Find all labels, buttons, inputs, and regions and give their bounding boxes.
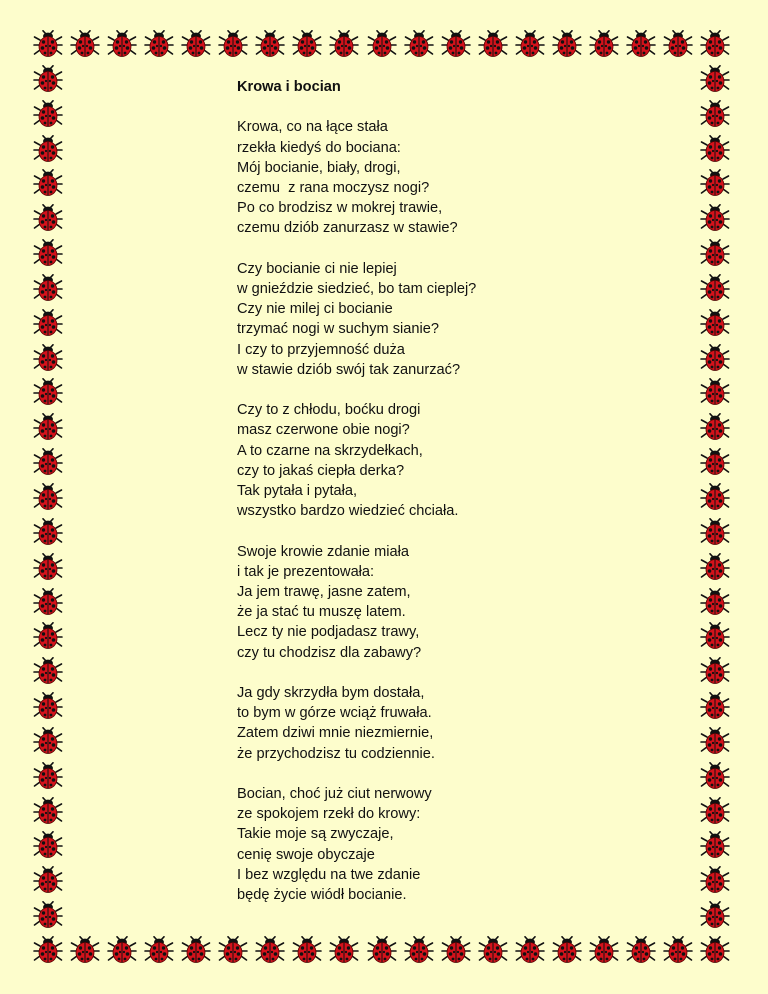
ladybug-icon (33, 588, 63, 616)
ladybug-icon (218, 936, 248, 964)
poem-line: Czy to z chłodu, boćku drogi (237, 402, 421, 419)
poem (237, 77, 657, 925)
poem-line: Tak pytała i pytała, (237, 483, 358, 500)
ladybug-icon (700, 588, 730, 616)
ladybug-icon (292, 30, 322, 58)
ladybug-icon (700, 309, 730, 337)
poem-line: Ja jem trawę, jasne zatem, (237, 584, 411, 601)
ladybug-icon (700, 762, 730, 790)
ladybug-icon (33, 448, 63, 476)
ladybug-icon (33, 169, 63, 197)
ladybug-icon (700, 344, 730, 372)
poem-line: Krowa, co na łące stała (237, 119, 388, 136)
ladybug-icon (33, 135, 63, 163)
ladybug-icon (478, 30, 508, 58)
stanza-5 (237, 683, 657, 764)
ladybug-icon (700, 378, 730, 406)
poem-line: masz czerwone obie nogi? (237, 422, 410, 439)
poem-line: A to czarne na skrzydełkach, (237, 442, 423, 459)
ladybug-icon (441, 936, 471, 964)
ladybug-icon (700, 622, 730, 650)
ladybug-icon (700, 413, 730, 441)
poem-line: i tak je prezentowała: (237, 563, 375, 580)
ladybug-icon (700, 65, 730, 93)
ladybug-icon (700, 727, 730, 755)
poem-line: wszystko bardzo wiedzieć chciała. (237, 503, 459, 520)
ladybug-icon (33, 274, 63, 302)
ladybug-icon (33, 866, 63, 894)
poem-line: Czy bocianie ci nie lepiej (237, 260, 397, 277)
poem-line: Takie moje są zwyczaje, (237, 826, 394, 843)
ladybug-icon (33, 657, 63, 685)
ladybug-icon (70, 936, 100, 964)
poem-line: że przychodzisz tu codziennie. (237, 745, 435, 762)
ladybug-icon (33, 553, 63, 581)
ladybug-icon (33, 692, 63, 720)
poem-line: I bez względu na twe zdanie (237, 866, 421, 883)
ladybug-icon (367, 936, 397, 964)
ladybug-icon (478, 936, 508, 964)
stanza-2 (237, 259, 657, 380)
ladybug-icon (700, 866, 730, 894)
poem-line: czemu dziób zanurzasz w stawie? (237, 220, 458, 237)
ladybug-icon (33, 518, 63, 546)
ladybug-icon (181, 936, 211, 964)
ladybug-icon (700, 483, 730, 511)
poem-line: że ja stać tu muszę latem. (237, 604, 406, 621)
ladybug-icon (70, 30, 100, 58)
ladybug-icon (700, 518, 730, 546)
ladybug-icon (700, 657, 730, 685)
ladybug-icon (552, 936, 582, 964)
ladybug-icon (700, 239, 730, 267)
ladybug-icon (33, 204, 63, 232)
stanza-6 (237, 784, 657, 905)
poem-line: czy to jakaś ciepła derka? (237, 462, 405, 479)
ladybug-icon (33, 936, 63, 964)
poem-title: Krowa i bocian (237, 79, 341, 95)
poem-line: to bym w górze wciąż fruwała. (237, 705, 432, 722)
ladybug-icon (181, 30, 211, 58)
ladybug-icon (218, 30, 248, 58)
ladybug-icon (33, 797, 63, 825)
poem-line: rzekła kiedyś do bociana: (237, 139, 401, 156)
ladybug-icon (33, 100, 63, 128)
poem-line: Swoje krowie zdanie miała (237, 543, 409, 560)
stanza-4 (237, 542, 657, 663)
stanza-3 (237, 400, 657, 521)
ladybug-icon (329, 936, 359, 964)
ladybug-icon (144, 936, 174, 964)
ladybug-icon (329, 30, 359, 58)
poem-line: w stawie dziób swój tak zanurzać? (237, 361, 461, 378)
ladybug-icon (107, 30, 137, 58)
poem-line: Lecz ty nie podjadasz trawy, (237, 624, 420, 641)
ladybug-icon (589, 936, 619, 964)
ladybug-icon (700, 797, 730, 825)
poem-line: Bocian, choć już ciut nerwowy (237, 786, 432, 803)
ladybug-icon (33, 65, 63, 93)
ladybug-icon (589, 30, 619, 58)
poem-line: ze spokojem rzekł do krowy: (237, 806, 421, 823)
poem-line: czy tu chodzisz dla zabawy? (237, 644, 422, 661)
ladybug-icon (700, 135, 730, 163)
ladybug-icon (700, 204, 730, 232)
ladybug-icon (515, 30, 545, 58)
ladybug-icon (33, 622, 63, 650)
ladybug-icon (663, 30, 693, 58)
poem-line: I czy to przyjemność duża (237, 341, 405, 358)
poem-line: Mój bocianie, biały, drogi, (237, 159, 401, 176)
ladybug-icon (700, 553, 730, 581)
poem-line: będę życie wiódł bocianie. (237, 887, 407, 904)
ladybug-icon (33, 483, 63, 511)
ladybug-icon (33, 309, 63, 337)
poem-line: Ja gdy skrzydła bym dostała, (237, 685, 425, 702)
ladybug-icon (33, 831, 63, 859)
ladybug-icon (441, 30, 471, 58)
ladybug-icon (404, 936, 434, 964)
ladybug-icon (700, 100, 730, 128)
poem-line: w gnieździe siedzieć, bo tam cieplej? (237, 281, 477, 297)
ladybug-icon (33, 344, 63, 372)
ladybug-icon (626, 30, 656, 58)
poem-line: trzymać nogi w suchym sianie? (237, 321, 439, 338)
poem-line: czemu z rana moczysz nogi? (237, 180, 430, 196)
ladybug-icon (404, 30, 434, 58)
ladybug-icon (700, 448, 730, 476)
ladybug-icon (700, 169, 730, 197)
ladybug-icon (33, 727, 63, 755)
ladybug-icon (33, 901, 63, 929)
ladybug-icon (552, 30, 582, 58)
poem-line: Zatem dziwi mnie niezmiernie, (237, 725, 434, 742)
ladybug-icon (700, 274, 730, 302)
stanza-1 (237, 117, 657, 238)
poem-line: cenię swoje obyczaje (237, 846, 375, 863)
ladybug-icon (515, 936, 545, 964)
ladybug-icon (663, 936, 693, 964)
ladybug-icon (367, 30, 397, 58)
ladybug-icon (33, 30, 63, 58)
poem-line: Czy nie milej ci bocianie (237, 301, 393, 318)
poem-line: Po co brodzisz w mokrej trawie, (237, 200, 443, 217)
ladybug-icon (255, 936, 285, 964)
ladybug-icon (700, 692, 730, 720)
ladybug-icon (700, 936, 730, 964)
ladybug-icon (33, 239, 63, 267)
ladybug-icon (144, 30, 174, 58)
ladybug-icon (107, 936, 137, 964)
ladybug-icon (700, 30, 730, 58)
ladybug-icon (700, 831, 730, 859)
ladybug-icon (292, 936, 322, 964)
ladybug-icon (255, 30, 285, 58)
ladybug-icon (33, 413, 63, 441)
ladybug-icon (33, 378, 63, 406)
ladybug-icon (33, 762, 63, 790)
ladybug-icon (700, 901, 730, 929)
ladybug-icon (626, 936, 656, 964)
